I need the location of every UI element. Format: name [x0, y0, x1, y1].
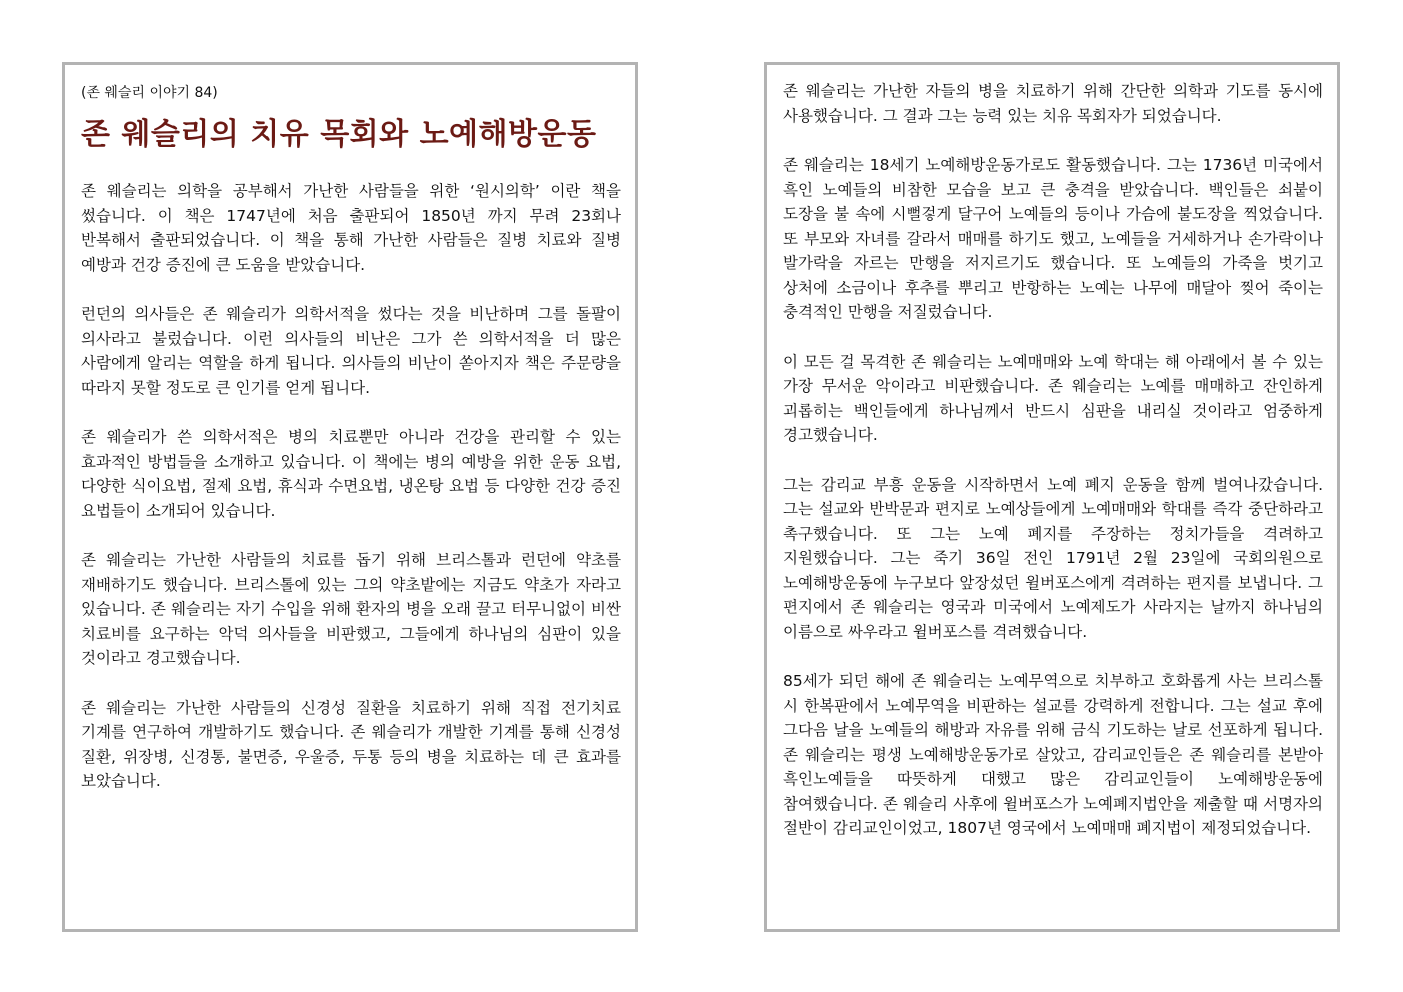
paragraph: 그는 감리교 부흥 운동을 시작하면서 노예 폐지 운동을 함께 벌여나갔습니다. 그는 설교와 반박문과 편지로 노예상들에게 노예매매와 학대를 즉각 중단하라고 촉구했습니다. 또 그는 노예 폐지를 주장하는 정치가들을 격려하고 지원했습니다. 그는 죽기 36일 전인 1791년 2월 23일에 국회의원으로 노예해방운동에 누구보다 앞장섰던 윌버포스에게 격려하는 편지를 보냅니다. 그 편지에서 존 웨슬리는 영국과 미국에서 노예제도가 사라지는 날까지 하나님의 이름으로 싸우라고 윌버포스를 격려했습니다.: [783, 475, 1323, 641]
paragraph: 85세가 되던 해에 존 웨슬리는 노예무역으로 치부하고 호화롭게 사는 브리스톨 시 한복판에서 노예무역을 비판하는 설교를 강력하게 전합니다. 그는 설교 후에 그다음 날을 노예들의 해방과 자유를 위해 금식 기도하는 날로 선포하게 됩니다. 존 웨슬리는 평생 노예해방운동가로 살았고, 감리교인들은 존 웨슬리를 본받아 흑인노예들을 따뜻하게 대했고 많은 감리교인들이 노예해방운동에 참여했습니다. 존 웨슬리 사후에 윌버포스가 노예폐지법안을 제출할 때 서명자의 절반이 감리교인이었고, 1807년 영국에서 노예매매 폐지법이 제정되었습니다.: [783, 672, 1323, 837]
paragraph: 존 웨슬리는 가난한 사람들의 치료를 돕기 위해 브리스톨과 런던에 약초를 재배하기도 했습니다. 브리스톨에 있는 그의 약초밭에는 지금도 약초가 자라고 있습니다. 존 웨슬리는 자기 수입을 위해 환자의 병을 오래 끌고 터무니없이 비싼 치료비를 요구하는 악덕 의사들을 비판했고, 그들에게 하나님의 심판이 있을 것이라고 경고했습니다.: [81, 551, 621, 667]
paragraph: 존 웨슬리는 가난한 자들의 병을 치료하기 위해 간단한 의학과 기도를 동시에 사용했습니다. 그 결과 그는 능력 있는 치유 목회자가 되었습니다.: [783, 82, 1323, 125]
right-page-content: [783, 79, 1323, 919]
article-title: 존 웨슬리의 치유 목회와 노예해방운동: [81, 117, 597, 152]
left-page-content: [81, 81, 621, 919]
paragraph: 런던의 의사들은 존 웨슬리가 의학서적을 썼다는 것을 비난하며 그를 돌팔이 의사라고 불렀습니다. 이런 의사들의 비난은 그가 쓴 의학서적을 더 많은 사람에게 알리는 역할을 하게 됩니다. 의사들의 비난이 쏟아지자 책은 주문량을 따라지 못할 정도로 큰 인기를 얻게 됩니다.: [81, 305, 621, 397]
series-subtitle: (존 웨슬리 이야기 84): [81, 85, 218, 101]
paragraph: 이 모든 걸 목격한 존 웨슬리는 노예매매와 노예 학대는 해 아래에서 볼 수 있는 가장 무서운 악이라고 비판했습니다. 존 웨슬리는 노예를 매매하고 잔인하게 괴롭히는 백인들에게 하나님께서 반드시 심판을 내리실 것이라고 엄중하게 경고했습니다.: [783, 352, 1323, 444]
paragraph: 존 웨슬리가 쓴 의학서적은 병의 치료뿐만 아니라 건강을 관리할 수 있는 효과적인 방법들을 소개하고 있습니다. 이 책에는 병의 예방을 위한 운동 요법, 다양한 식이요법, 절제 요법, 휴식과 수면요법, 냉온탕 요법 등 다양한 건강 증진 요법들이 소개되어 있습니다.: [81, 428, 621, 520]
paragraph: 존 웨슬리는 가난한 사람들의 신경성 질환을 치료하기 위해 직접 전기치료 기계를 연구하여 개발하기도 했습니다. 존 웨슬리가 개발한 기계를 통해 신경성 질환, 위장병, 신경통, 불면증, 우울증, 두통 등의 병을 치료하는 데 큰 효과를 보았습니다.: [81, 698, 621, 790]
right-page: [764, 62, 1340, 932]
left-page: [62, 62, 638, 932]
paragraph: 존 웨슬리는 18세기 노예해방운동가로도 활동했습니다. 그는 1736년 미국에서 흑인 노예들의 비참한 모습을 보고 큰 충격을 받았습니다. 백인들은 쇠붙이 도장을 불 속에 시뻘겋게 달구어 노예들의 등이나 가슴에 불도장을 찍었습니다. 또 부모와 자녀를 갈라서 매매를 하기도 했고, 노예들을 거세하거나 손가락이나 발가락을 자르는 만행을 저지르기도 했습니다. 또 노예들의 가죽을 벗기고 상처에 소금이나 후추를 뿌리고 반항하는 노예는 나무에 매달아 찢어 죽이는 충격적인 만행을 저질렀습니다.: [783, 156, 1323, 321]
paragraph: 존 웨슬리는 의학을 공부해서 가난한 사람들을 위한 ‘원시의학’ 이란 책을 썼습니다. 이 책은 1747년에 처음 출판되어 1850년 까지 무려 23회나 반복해서 출판되었습니다. 이 책을 통해 가난한 사람들은 질병 치료와 질병 예방과 건강 증진에 큰 도움을 받았습니다.: [81, 182, 621, 274]
